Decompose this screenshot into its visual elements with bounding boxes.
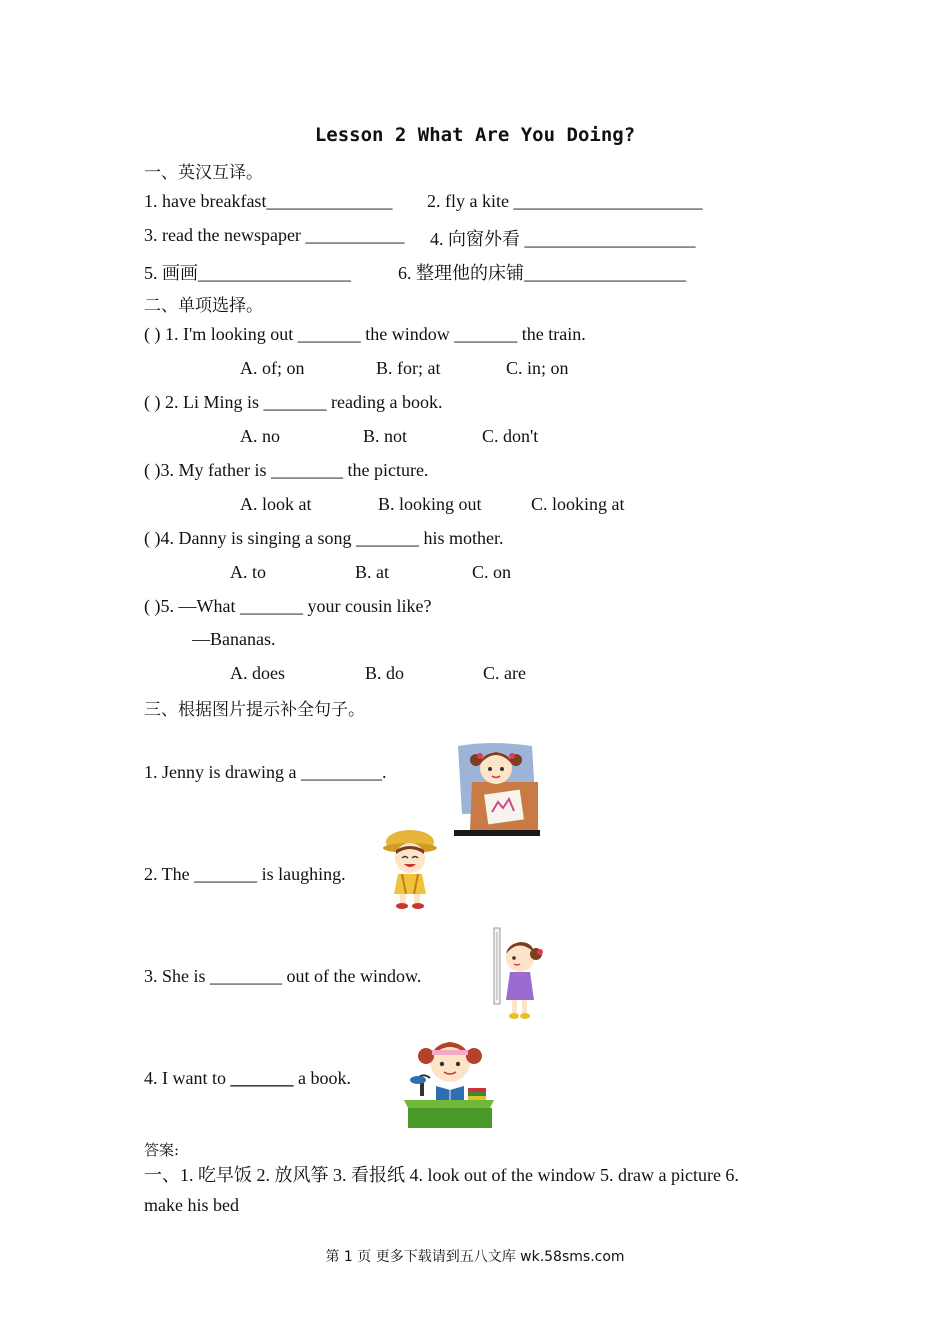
girl-drawing-picture [452, 742, 540, 838]
q3-option-c: C. looking at [531, 494, 625, 514]
s3-item-4 [144, 1068, 351, 1089]
q5-answer-line: —Bananas. [192, 629, 276, 649]
q1-option-a: A. of; on [240, 358, 305, 378]
q5-option-b: B. do [365, 663, 405, 683]
q3-option-a: A. look at [240, 494, 312, 514]
page-title: Lesson 2 What Are You Doing? [314, 124, 636, 146]
girl-window-picture [488, 924, 552, 1024]
section2-heading: 二、单项选择。 [144, 296, 263, 316]
s1-item-3: 3. read the newspaper ___________ [144, 225, 405, 245]
s3-item-3: 3. She is ________ out of the window. [144, 966, 422, 986]
q4-option-c: C. on [472, 562, 512, 582]
s3-item-4-blank: _______ [230, 1068, 294, 1088]
answers-line-1: 一、1. 吃早饭 2. 放风筝 3. 看报纸 4. look out of the window 5. draw a picture 6. [144, 1165, 739, 1185]
answers-line-2: make his bed [144, 1195, 239, 1215]
q5-option-c: C. are [483, 663, 526, 683]
s1-item-2: 2. fly a kite _____________________ [427, 191, 703, 211]
s3-item-1: 1. Jenny is drawing a _________. [144, 762, 387, 782]
q1-stem: ( ) 1. I'm looking out _______ the window _______ the train. [144, 324, 586, 344]
q2-option-c: C. don't [482, 426, 539, 446]
s1-item-5: 5. 画画_________________ [144, 263, 351, 283]
q2-option-b: B. not [363, 426, 408, 446]
s3-item-4-pre: 4. I want to [144, 1068, 231, 1088]
s3-item-4-post: a book. [293, 1068, 351, 1088]
q2-option-a: A. no [240, 426, 280, 446]
section1-heading: 一、英汉互译。 [144, 163, 263, 183]
s1-item-6: 6. 整理他的床铺__________________ [398, 263, 686, 283]
answers-label: 答案: [144, 1141, 180, 1159]
q4-option-a: A. to [230, 562, 266, 582]
page-footer: 第 1 页 更多下载请到五八文库 wk.58sms.com [325, 1249, 625, 1265]
q1-option-b: B. for; at [376, 358, 441, 378]
q3-option-b: B. looking out [378, 494, 482, 514]
s1-item-4: 4. 向窗外看 ___________________ [430, 229, 696, 249]
s1-item-1: 1. have breakfast______________ [144, 191, 393, 211]
section3-heading: 三、根据图片提示补全句子。 [144, 700, 365, 720]
q4-stem: ( )4. Danny is singing a song _______ his mother. [144, 528, 504, 548]
q3-stem: ( )3. My father is ________ the picture. [144, 460, 429, 480]
laughing-girl-picture [380, 828, 440, 912]
q1-option-c: C. in; on [506, 358, 569, 378]
q4-option-b: B. at [355, 562, 389, 582]
s3-item-2: 2. The _______ is laughing. [144, 864, 346, 884]
q2-stem: ( ) 2. Li Ming is _______ reading a book. [144, 392, 443, 412]
girl-reading-picture [400, 1034, 498, 1130]
q5-option-a: A. does [230, 663, 285, 683]
q5-stem: ( )5. —What _______ your cousin like? [144, 596, 432, 616]
